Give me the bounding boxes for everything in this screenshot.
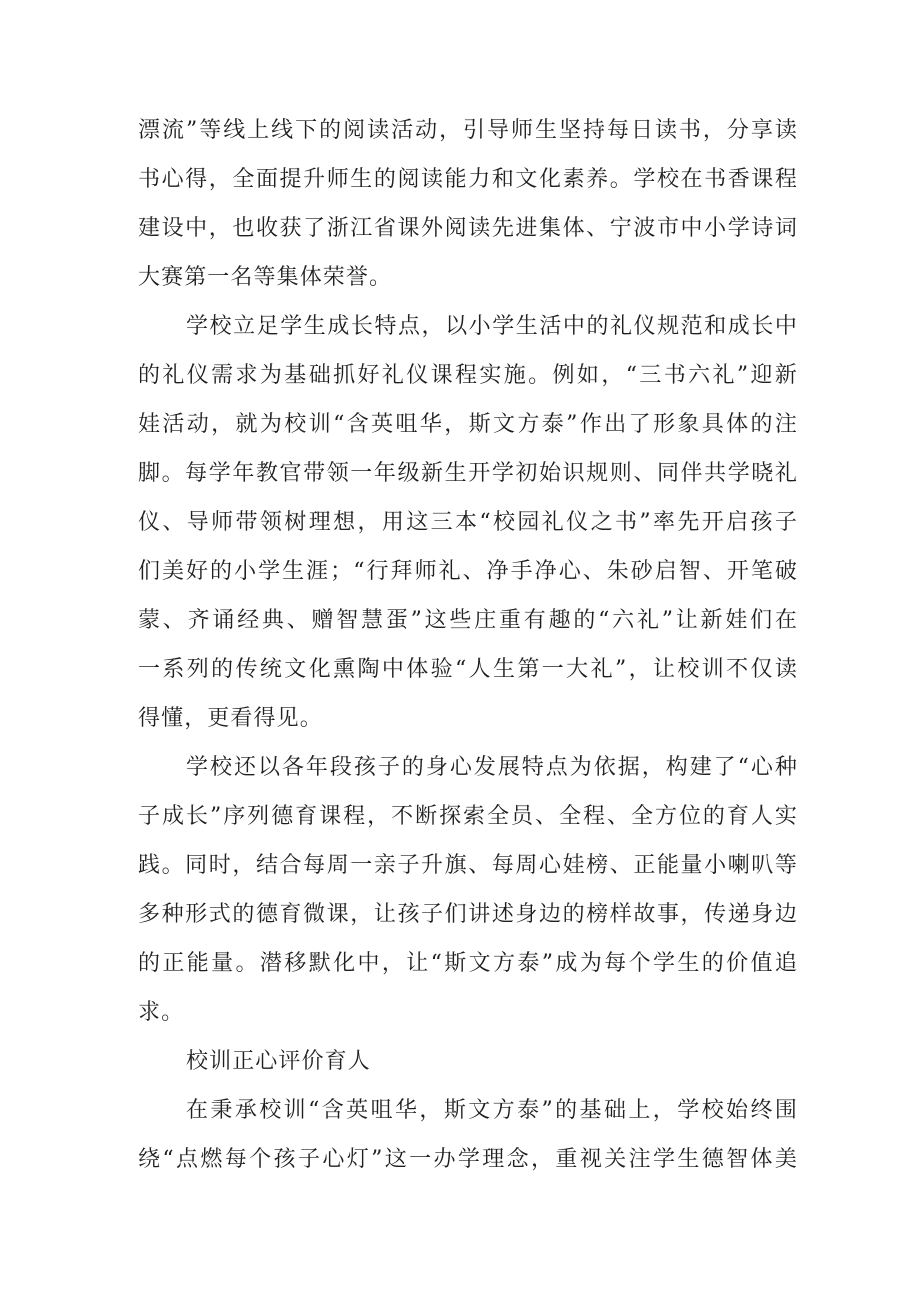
text-line: 学校立足学生成长特点，以小学生活中的礼仪规范和成长中 [186,314,798,339]
text-line: 的正能量。潜移默化中，让“斯文方泰”成为每个学生的价值追 [138,951,798,976]
text-line: 学校还以各年段孩子的身心发展特点为依据，构建了“心种 [186,755,798,780]
text-line: 们美好的小学生涯；“行拜师礼、净手净心、朱砂启智、开笔破 [138,559,798,584]
text-line: 绕“点燃每个孩子心灯”这一办学理念，重视关注学生德智体美 [138,1147,798,1172]
text-line: 漂流”等线上线下的阅读活动，引导师生坚持每日读书，分享读 [138,118,798,143]
paragraph-etiquette-course [138,302,798,743]
paragraph-reading-activities [138,106,798,302]
text-line: 多种形式的德育微课，让孩子们讲述身边的榜样故事，传递身边 [138,902,798,927]
text-line: 仪、导师带领树理想，用这三本“校园礼仪之书”率先开启孩子 [138,510,798,535]
document-body [138,106,798,1184]
paragraph-moral-education [138,743,798,1037]
text-line: 求。 [138,1000,185,1025]
text-line: 蒙、齐诵经典、赠智慧蛋”这些庄重有趣的“六礼”让新娃们在 [138,608,798,633]
section-heading [138,1037,798,1086]
text-line: 书心得，全面提升师生的阅读能力和文化素养。学校在书香课程 [138,167,798,192]
text-line: 娃活动，就为校训“含英咀华，斯文方泰”作出了形象具体的注 [138,412,798,437]
text-line: 建设中，也收获了浙江省课外阅读先进集体、宁波市中小学诗词 [138,216,798,241]
paragraph-evaluation [138,1086,798,1184]
section-heading-text: 校训正心评价育人 [186,1049,371,1074]
text-line: 脚。每学年教官带领一年级新生开学初始识规则、同伴共学晓礼 [138,461,798,486]
text-line: 的礼仪需求为基础抓好礼仪课程实施。例如，“三书六礼”迎新 [138,363,798,388]
text-line: 得懂，更看得见。 [138,706,323,731]
text-line: 子成长”序列德育课程，不断探索全员、全程、全方位的育人实 [138,804,798,829]
text-line: 在秉承校训“含英咀华，斯文方泰”的基础上，学校始终围 [186,1098,798,1123]
text-line: 一系列的传统文化熏陶中体验“人生第一大礼”，让校训不仅读 [138,657,798,682]
text-line: 大赛第一名等集体荣誉。 [138,265,393,290]
text-line: 践。同时，结合每周一亲子升旗、每周心娃榜、正能量小喇叭等 [138,853,798,878]
